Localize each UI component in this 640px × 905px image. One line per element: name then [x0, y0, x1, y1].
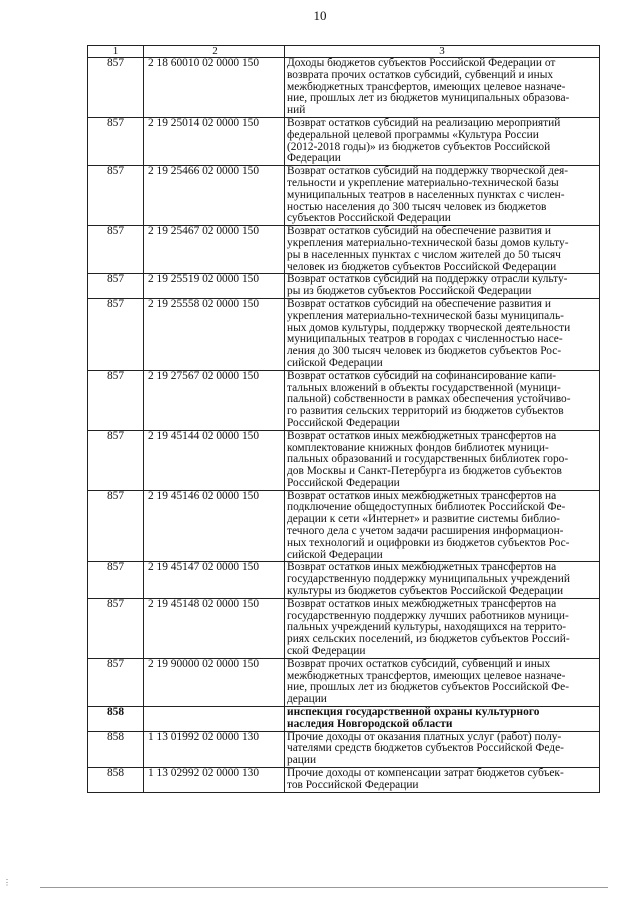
header-col-1: 1 — [88, 46, 144, 58]
admin-code-cell: 857 — [88, 274, 144, 299]
description-cell — [285, 562, 600, 598]
description-line: федеральной целевой программы «Культура России — [287, 128, 539, 141]
description-line: тов Российской Федерации — [287, 778, 419, 791]
description-line: ние, прошлых лет из бюджетов муниципальных образова- — [287, 92, 570, 105]
description-line: сийской Федерации — [287, 356, 383, 369]
description-line: ры из бюджетов субъектов Российской Федерации — [287, 285, 532, 298]
admin-code-cell: 857 — [88, 562, 144, 598]
footer-rule — [40, 887, 608, 888]
table-row — [88, 430, 600, 490]
admin-code-cell: 857 — [88, 658, 144, 706]
table-row — [88, 298, 600, 370]
description-line: Возврат остатков иных межбюджетных трансфертов на — [287, 597, 557, 610]
description-line: человек из бюджетов субъектов Российской Федерации — [287, 260, 557, 273]
description-line: ных технологий и оцифровки из бюджетов субъектов Рос- — [287, 536, 570, 549]
description-line: рации — [287, 754, 317, 767]
description-line: Прочие доходы от оказания платных услуг (работ) полу- — [287, 730, 562, 743]
admin-code-cell: 857 — [88, 430, 144, 490]
table-body — [88, 58, 600, 793]
description-cell — [285, 298, 600, 370]
description-line: ние, прошлых лет из бюджетов субъектов Российской Фе- — [287, 681, 570, 694]
admin-code-cell: 857 — [88, 166, 144, 226]
description-line: инспекция государственной охраны культурного — [287, 706, 540, 719]
description-cell — [285, 658, 600, 706]
classification-code-cell: 2 19 45148 02 0000 150 — [144, 598, 285, 658]
description-line: Возврат остатков иных межбюджетных трансфертов на — [287, 429, 557, 442]
description-line: пальной) собственности в рамках обеспечения устойчиво- — [287, 393, 571, 406]
table-row — [88, 166, 600, 226]
classification-code-cell: 2 19 25519 02 0000 150 — [144, 274, 285, 299]
classification-code-cell: 2 19 27567 02 0000 150 — [144, 370, 285, 430]
description-line: Возврат остатков субсидий на поддержку творческой дея- — [287, 165, 569, 178]
description-line: Прочие доходы от компенсации затрат бюджетов субъек- — [287, 767, 564, 780]
classification-code-cell: 2 19 45146 02 0000 150 — [144, 490, 285, 562]
description-line: пальных учреждений культуры, находящихся на террито- — [287, 621, 567, 634]
classification-code-cell: 2 19 25014 02 0000 150 — [144, 117, 285, 165]
admin-code-cell: 857 — [88, 226, 144, 274]
description-line: укрепления материально-технической базы муниципаль- — [287, 309, 564, 322]
description-line: Федерации — [287, 152, 341, 165]
description-line: ностью населения до 300 тысяч человек из бюджетов — [287, 200, 547, 213]
description-line: Возврат остатков субсидий на реализацию мероприятий — [287, 116, 561, 129]
description-line: ления до 300 тысяч человек из бюджетов субъектов Рос- — [287, 345, 562, 358]
description-line: Возврат остатков субсидий на обеспечение развития и — [287, 225, 551, 238]
admin-code-cell: 858 — [88, 707, 144, 732]
description-cell — [285, 117, 600, 165]
table-row — [88, 562, 600, 598]
margin-mark: ⋮ — [3, 878, 11, 887]
description-line: риях сельских поселений, из бюджетов субъектов Россий- — [287, 633, 570, 646]
description-cell — [285, 58, 600, 118]
table-row — [88, 370, 600, 430]
table-row — [88, 226, 600, 274]
table-header-row — [88, 46, 600, 58]
admin-code-cell: 858 — [88, 731, 144, 767]
description-line: государственную поддержку лучших работников муници- — [287, 609, 569, 622]
description-line: муниципальных театров в городах с численностью насе- — [287, 333, 563, 346]
description-line: наследия Новгородской области — [287, 717, 453, 730]
description-cell — [285, 768, 600, 793]
description-line: муниципальных театров в населенных пунктах с числен- — [287, 188, 565, 201]
description-cell — [285, 707, 600, 732]
page-number: 10 — [313, 8, 327, 23]
description-line: Возврат остатков субсидий на поддержку отрасли культу- — [287, 273, 568, 286]
classification-code-cell: 2 19 25558 02 0000 150 — [144, 298, 285, 370]
description-line: Доходы бюджетов субъектов Российской Федерации от — [287, 57, 556, 69]
table-row — [88, 707, 600, 732]
description-line: ний — [287, 104, 306, 117]
classification-code-cell: 1 13 02992 02 0000 130 — [144, 768, 285, 793]
admin-code-cell: 857 — [88, 598, 144, 658]
description-line: Возврат остатков субсидий на софинансирование капи- — [287, 369, 557, 382]
description-line: чателями средств бюджетов субъектов Российской Феде- — [287, 742, 564, 755]
classification-code-cell: 2 19 25467 02 0000 150 — [144, 226, 285, 274]
description-line: подключение общедоступных библиотек Российской Фе- — [287, 501, 566, 514]
description-line: ры в населенных пунктах с числом жителей до 50 тысяч — [287, 248, 561, 261]
table-row — [88, 58, 600, 118]
description-cell — [285, 370, 600, 430]
classification-code-cell — [144, 707, 285, 732]
description-line: дов Москвы и Санкт-Петербурга из бюджетов субъектов — [287, 465, 562, 478]
header-col-3: 3 — [285, 46, 600, 58]
description-line: ской Федерации — [287, 645, 366, 658]
description-cell — [285, 430, 600, 490]
description-line: Российской Федерации — [287, 476, 400, 489]
admin-code-cell: 858 — [88, 768, 144, 793]
table-row — [88, 117, 600, 165]
description-cell — [285, 166, 600, 226]
table-row — [88, 658, 600, 706]
description-line: Возврат остатков иных межбюджетных трансфертов на — [287, 561, 557, 574]
description-line: Возврат остатков иных межбюджетных трансфертов на — [287, 489, 557, 502]
description-line: комплектование книжных фондов библиотек муници- — [287, 441, 549, 454]
description-line: тальных вложений в объекты государственной (муници- — [287, 381, 561, 394]
admin-code-cell: 857 — [88, 490, 144, 562]
description-line: субъектов Российской Федерации — [287, 212, 451, 225]
budget-classification-table — [87, 45, 600, 793]
classification-code-cell: 2 19 90000 02 0000 150 — [144, 658, 285, 706]
classification-code-cell: 2 18 60010 02 0000 150 — [144, 58, 285, 118]
description-line: Возврат остатков субсидий на обеспечение развития и — [287, 297, 551, 310]
description-line: ных домов культуры, поддержку творческой деятельности — [287, 321, 571, 334]
description-cell — [285, 226, 600, 274]
admin-code-cell: 857 — [88, 370, 144, 430]
description-line: сийской Федерации — [287, 548, 383, 561]
classification-code-cell: 2 19 45147 02 0000 150 — [144, 562, 285, 598]
description-line: го развития сельских территорий из бюджетов субъектов — [287, 405, 564, 418]
description-line: Возврат прочих остатков субсидий, субвенций и иных — [287, 657, 551, 670]
classification-code-cell: 1 13 01992 02 0000 130 — [144, 731, 285, 767]
description-cell — [285, 490, 600, 562]
classification-code-cell: 2 19 45144 02 0000 150 — [144, 430, 285, 490]
description-cell — [285, 598, 600, 658]
admin-code-cell: 857 — [88, 298, 144, 370]
table-row — [88, 490, 600, 562]
admin-code-cell: 857 — [88, 117, 144, 165]
description-line: укрепления материально-технической базы домов культу- — [287, 236, 569, 249]
description-line: тельности и укрепление материально-технической базы — [287, 176, 559, 189]
description-line: течного дела с учетом задачи расширения информацион- — [287, 525, 564, 538]
description-cell — [285, 731, 600, 767]
description-cell — [285, 274, 600, 299]
description-line: возврата прочих остатков субсидий, субвенций и иных — [287, 68, 554, 81]
header-col-2: 2 — [144, 46, 285, 58]
description-line: культуры из бюджетов субъектов Российской Федерации — [287, 585, 564, 598]
description-line: дерации к сети «Интернет» и развитие системы библио- — [287, 513, 560, 526]
description-line: дерации — [287, 693, 327, 706]
description-line: пальных образований и государственных библиотек горо- — [287, 453, 569, 466]
admin-code-cell: 857 — [88, 58, 144, 118]
description-line: межбюджетных трансфертов, имеющих целевое назначе- — [287, 80, 566, 93]
description-line: (2012-2018 годы)» из бюджетов субъектов Российской — [287, 140, 551, 153]
table-row — [88, 768, 600, 793]
table-row — [88, 274, 600, 299]
table-row — [88, 731, 600, 767]
description-line: межбюджетных трансфертов, имеющих целевое назначе- — [287, 669, 566, 682]
description-line: государственную поддержку муниципальных учреждений — [287, 573, 570, 586]
description-line: Российской Федерации — [287, 416, 400, 429]
table-row — [88, 598, 600, 658]
classification-code-cell: 2 19 25466 02 0000 150 — [144, 166, 285, 226]
